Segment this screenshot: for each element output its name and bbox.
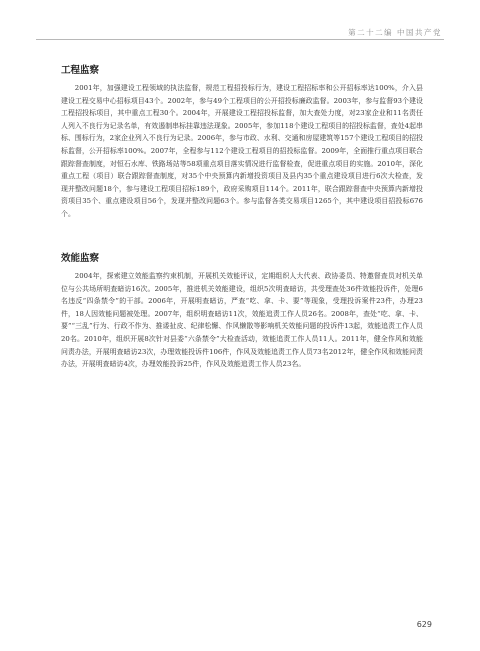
section-title: 工程监察 <box>61 65 100 76</box>
section-paragraph: 2001年，加强建设工程领域的执法监督，规范工程招投标行为，建设工程招标率和公开招标率达100%，介入县建设工程交易中心招标项目43个。2002年，参与49个工程项目的公开招投标廉政监督。2003年，参与监督93个建设工程招投标项目，其中重点工程30个。2004年，开展建设工程招投标监督，加大查处力度，对23家企业和11名责任人列入不良行为记录名单，有效遏制串标挂靠违法现象。2005年，参加118个建设工程项目的招投标监督，查处4起串标、围标行为，2家企业列入不良行为记录。2006年，参与市政、水利、交通和房屋建筑等157个建设工程项目的招投标监督，公开招标率100%。2007年，全程参与112个建设工程项目的招投标监督。2009年，全面推行重点项目联合跟踪督查制度，对恒石水库、铁路场站等58项重点项目落实情况进行监督检查，促进重点项目的实施。2010年，深化重点工程（项目）联合跟踪督查制度，对35个中央预算内新增投资项目及县内35个重点建设项目进行6次大检查，发现并整改问题18个，参与建设工程项目招标189个，政府采购项目114个。2011年，联合跟踪督查中央预算内新增投资项目35个、重点建设项目56个，发现并整改问题63个。参与监督各类交易项目1265个，其中建设项目招投标676个。 <box>61 84 423 218</box>
section-engineering-supervision <box>61 64 423 221</box>
page-number: 629 <box>416 620 432 629</box>
header-divider <box>36 39 444 40</box>
section-title: 效能监察 <box>61 253 100 264</box>
running-header <box>0 27 480 45</box>
section-paragraph: 2004年，探索建立效能监察约束机制，开展机关效能评议，定期组织人大代表、政协委员、特邀督查员对机关单位与公共场所明查暗访16次。2005年，推进机关效能建设，组织5次明查暗访，共受理查处36件效能投诉件，处理6名违反“四条禁令”的干部。2006年，开展明查暗访，严查“吃、拿、卡、要”等现象，受理投诉案件23件，办理23件，18人因效能问题被处理。2007年，组织明查暗访11次，效能追责工作人员26名。2008年，查处“吃、拿、卡、要”“三乱”行为、行政不作为、推诿扯皮、纪律松懈、作风懒散等影响机关效能问题的投诉件13起，效能追责工作人员20名。2010年，组织开展8次针对县委“六条禁令”大检查活动，效能追责工作人员11人。2011年，健全作风和效能问责办法，开展明查暗访23次，办理效能投诉件106件，作风及效能追责工作人员73名2012年，健全作风和效能问责办法，开展明查暗访4次，办理效能投诉25件，作风及效能追责工作人员23名。 <box>61 272 423 369</box>
running-title: 第二十二编 中国共产党 <box>348 28 442 37</box>
section-efficiency-supervision <box>61 252 423 371</box>
